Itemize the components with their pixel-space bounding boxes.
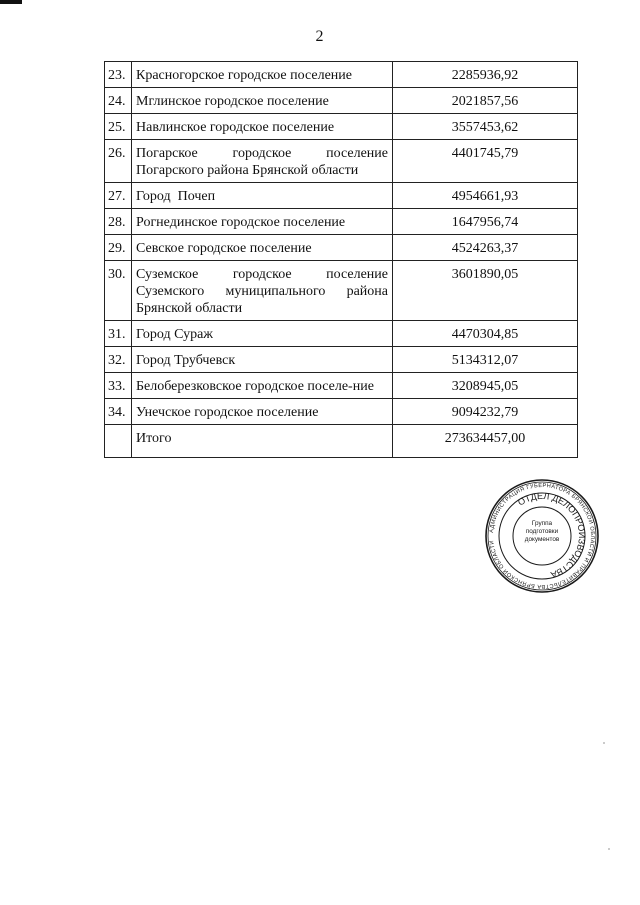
stamp-center-text: Группа подготовки документов — [524, 520, 560, 543]
amount-value: 3208945,05 — [393, 373, 578, 399]
row-number: 31. — [105, 321, 132, 347]
stamp-outer-text: АДМИНИСТРАЦИЯ ГУБЕРНАТОРА БРЯНСКОЙ ОБЛАСТИ И ПРАВИТЕЛЬСТВА БРЯНСКОЙ ОБЛАСТИ — [489, 482, 596, 590]
table-row — [105, 373, 578, 399]
settlement-name: Красногорское городское поселение — [132, 62, 393, 88]
table-row — [105, 321, 578, 347]
amount-value: 1647956,74 — [393, 209, 578, 235]
amount-value: 3601890,05 — [393, 261, 578, 321]
amount-value: 4470304,85 — [393, 321, 578, 347]
table-row — [105, 235, 578, 261]
amount-value: 4524263,37 — [393, 235, 578, 261]
row-number: 27. — [105, 183, 132, 209]
scan-speck — [603, 742, 605, 744]
row-number: 28. — [105, 209, 132, 235]
settlement-name: Суземское городское поселение Суземского муниципального района Брянской области — [132, 261, 393, 321]
row-number: 26. — [105, 140, 132, 183]
settlement-name: Рогнединское городское поселение — [132, 209, 393, 235]
settlement-name: Мглинское городское поселение — [132, 88, 393, 114]
page-number: 2 — [315, 28, 325, 45]
table-row — [105, 62, 578, 88]
settlement-name: Унечское городское поселение — [132, 399, 393, 425]
table-row — [105, 114, 578, 140]
row-number: 25. — [105, 114, 132, 140]
table-row — [105, 209, 578, 235]
row-number: 30. — [105, 261, 132, 321]
table-row — [105, 140, 578, 183]
table-body — [105, 62, 578, 458]
table-row — [105, 261, 578, 321]
amount-value: 2285936,92 — [393, 62, 578, 88]
amount-value: 5134312,07 — [393, 347, 578, 373]
amount-value: 2021857,56 — [393, 88, 578, 114]
settlement-name: Город Трубчевск — [132, 347, 393, 373]
total-amount: 273634457,00 — [393, 425, 578, 458]
scan-speck — [608, 848, 610, 850]
settlement-name: Погарское городское поселение Погарского района Брянской области — [132, 140, 393, 183]
settlement-name: Белоберезковское городское поселе-ние — [132, 373, 393, 399]
settlement-name: Навлинское городское поселение — [132, 114, 393, 140]
allocation-table — [104, 61, 578, 458]
row-number: 33. — [105, 373, 132, 399]
amount-value: 3557453,62 — [393, 114, 578, 140]
table-row — [105, 347, 578, 373]
total-row — [105, 425, 578, 458]
amount-value: 4401745,79 — [393, 140, 578, 183]
settlement-name: Севское городское поселение — [132, 235, 393, 261]
total-label: Итого — [132, 425, 393, 458]
stamp-inner-text: ОТДЕЛ ДЕЛОПРОИЗВОДСТВА — [516, 490, 588, 580]
table-row — [105, 399, 578, 425]
row-number: 34. — [105, 399, 132, 425]
settlement-name: Город Почеп — [132, 183, 393, 209]
row-number: 23. — [105, 62, 132, 88]
amount-value: 9094232,79 — [393, 399, 578, 425]
row-number: 32. — [105, 347, 132, 373]
table-row — [105, 183, 578, 209]
table-row — [105, 88, 578, 114]
settlement-name: Город Сураж — [132, 321, 393, 347]
total-number-cell — [105, 425, 132, 458]
corner-mark — [0, 0, 22, 4]
row-number: 29. — [105, 235, 132, 261]
amount-value: 4954661,93 — [393, 183, 578, 209]
row-number: 24. — [105, 88, 132, 114]
office-stamp — [484, 478, 600, 594]
